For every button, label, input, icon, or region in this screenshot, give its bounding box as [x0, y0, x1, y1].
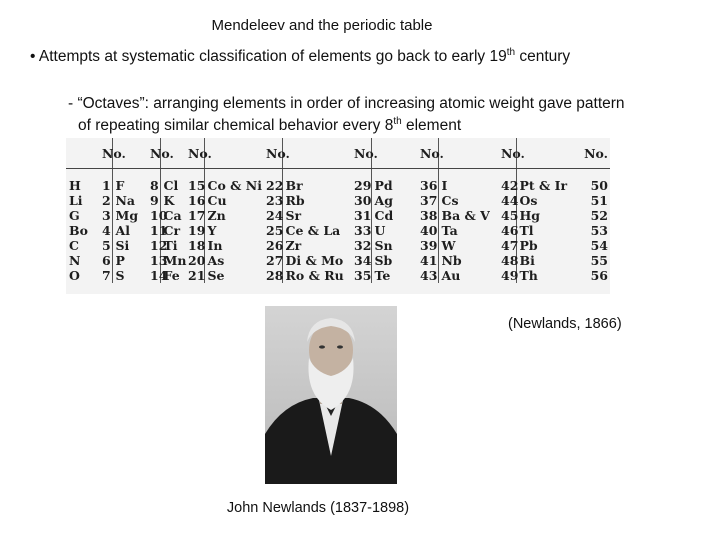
element-symbol: Cr [163, 223, 181, 238]
element-symbol: Nb [441, 253, 462, 268]
element-symbol: Bi [519, 253, 535, 268]
table-row [66, 208, 610, 223]
portrait-photo [265, 306, 397, 484]
octaves-body [66, 169, 610, 284]
element-symbol: Cs [441, 193, 459, 208]
element-number: 44 [501, 193, 519, 208]
table-row [66, 238, 610, 253]
element-number: 48 [501, 253, 519, 268]
bullet-text-end: century [515, 48, 571, 65]
header-no-label: No. [150, 138, 160, 169]
element-symbol: Pt & Ir [519, 178, 568, 193]
element-symbol: Cu [207, 193, 227, 208]
element-number: 6 [102, 253, 111, 268]
header-spacer [204, 138, 266, 169]
element-symbol: Hg [519, 208, 541, 223]
header-no-label: No. [266, 138, 282, 169]
element-symbol: Tl [519, 223, 534, 238]
slide-title: Mendeleev and the periodic table [211, 17, 433, 34]
header-spacer [516, 138, 580, 169]
element-symbol: Th [519, 268, 538, 283]
element-number: 12 [150, 238, 168, 253]
element-number: 52 [590, 208, 608, 223]
source-caption: (Newlands, 1866) [508, 316, 622, 332]
element-number: 33 [354, 223, 372, 238]
element-symbol: Fe [163, 268, 180, 283]
element-symbol: I [441, 178, 448, 193]
element-number: 8 [150, 178, 159, 193]
element-number: 22 [266, 178, 284, 193]
element-symbol: Ce & La [285, 223, 341, 238]
element-number: 15 [188, 178, 206, 193]
element-number: 7 [102, 268, 111, 283]
element-number: 26 [266, 238, 284, 253]
element-symbol: Os [519, 193, 538, 208]
table-row [66, 253, 610, 268]
element-number: 36 [420, 178, 438, 193]
element-symbol: Sn [374, 238, 393, 253]
element-symbol: Mg [115, 208, 139, 223]
element-number: 18 [188, 238, 206, 253]
element-symbol: F [115, 178, 125, 193]
bullet-text: Attempts at systematic classification of elements go back to early 19 [38, 48, 507, 65]
element-symbol: S [115, 268, 125, 283]
table-row [66, 268, 610, 283]
element-number: 19 [188, 223, 206, 238]
element-symbol: Se [207, 268, 225, 283]
element-symbol: H [69, 178, 81, 193]
element-symbol: Y [207, 223, 217, 238]
element-symbol: Na [115, 193, 136, 208]
element-number: 54 [590, 238, 608, 253]
element-number: 32 [354, 238, 372, 253]
element-symbol: Mn [163, 253, 187, 268]
table-row [66, 223, 610, 238]
table-row [66, 178, 610, 193]
element-number: 14 [150, 268, 168, 283]
element-number: 55 [590, 253, 608, 268]
element-symbol: Ca [163, 208, 182, 223]
element-symbol: P [115, 253, 125, 268]
element-symbol: In [207, 238, 223, 253]
element-symbol: Rb [285, 193, 305, 208]
element-symbol: Pd [374, 178, 393, 193]
bullet-point [30, 48, 570, 66]
element-symbol: Zr [285, 238, 302, 253]
element-number: 43 [420, 268, 438, 283]
element-number: 23 [266, 193, 284, 208]
element-number: 11 [150, 223, 168, 238]
element-symbol: O [69, 268, 80, 283]
element-symbol: N [69, 253, 81, 268]
portrait-illustration [265, 306, 397, 484]
element-symbol: C [69, 238, 79, 253]
sub-line-1: - “Octaves”: arranging elements in order of increasing atomic weight gave pattern [68, 95, 625, 112]
element-symbol: Au [441, 268, 461, 283]
spacer-row [66, 169, 610, 179]
element-symbol: Br [285, 178, 303, 193]
element-symbol: Cd [374, 208, 394, 223]
element-number: 50 [590, 178, 608, 193]
element-number: 13 [150, 253, 168, 268]
element-symbol: Sr [285, 208, 302, 223]
element-number: 46 [501, 223, 519, 238]
element-number: 4 [102, 223, 111, 238]
element-number: 17 [188, 208, 206, 223]
element-number: 30 [354, 193, 372, 208]
element-symbol: Di & Mo [285, 253, 344, 268]
sub-point [68, 93, 625, 137]
element-number: 20 [188, 253, 206, 268]
element-number: 35 [354, 268, 372, 283]
octaves-table-scan [66, 138, 610, 294]
element-number: 16 [188, 193, 206, 208]
element-symbol: Co & Ni [207, 178, 262, 193]
sub-line-2-end: element [401, 117, 462, 134]
element-number: 34 [354, 253, 372, 268]
element-number: 51 [590, 193, 608, 208]
header-no-label: No. [501, 138, 516, 169]
octaves-header-row [66, 138, 610, 169]
element-symbol: Si [115, 238, 130, 253]
sub-line-2-text: of repeating similar chemical behavior every 8 [78, 117, 394, 134]
element-symbol: Cl [163, 178, 179, 193]
header-no-label: No. [420, 138, 438, 169]
element-number: 49 [501, 268, 519, 283]
octaves-table [66, 138, 610, 283]
element-symbol: Ta [441, 223, 458, 238]
element-number: 41 [420, 253, 438, 268]
element-symbol: Ag [374, 193, 393, 208]
portrait-caption: John Newlands (1837-1898) [226, 500, 410, 516]
element-symbol: Zn [207, 208, 226, 223]
element-number: 21 [188, 268, 206, 283]
element-symbol: Ti [163, 238, 178, 253]
element-symbol: U [374, 223, 386, 238]
element-number: 5 [102, 238, 111, 253]
element-symbol: Ro & Ru [285, 268, 344, 283]
element-number: 1 [102, 178, 111, 193]
element-number: 2 [102, 193, 111, 208]
element-number: 25 [266, 223, 284, 238]
element-number: 53 [590, 223, 608, 238]
element-number: 31 [354, 208, 372, 223]
bullet-superscript: th [506, 46, 516, 58]
element-symbol: Ba & V [441, 208, 490, 223]
header-spacer [438, 138, 501, 169]
element-number: 9 [150, 193, 159, 208]
element-number: 45 [501, 208, 519, 223]
bullet-marker: • [30, 48, 36, 65]
element-number: 24 [266, 208, 284, 223]
element-symbol: Sb [374, 253, 393, 268]
element-symbol: G [69, 208, 80, 223]
element-number: 42 [501, 178, 519, 193]
element-symbol: Li [69, 193, 83, 208]
element-number: 37 [420, 193, 438, 208]
element-number: 29 [354, 178, 372, 193]
element-number: 56 [590, 268, 608, 283]
element-number: 38 [420, 208, 438, 223]
element-symbol: Bo [69, 223, 88, 238]
element-symbol: K [163, 193, 175, 208]
element-number: 10 [150, 208, 168, 223]
header-no-label: No. [102, 138, 112, 169]
sub-superscript: th [393, 115, 402, 127]
element-symbol: W [441, 238, 456, 253]
element-number: 39 [420, 238, 438, 253]
header-no-label: No. [188, 138, 204, 169]
element-number: 28 [266, 268, 284, 283]
element-symbol: As [207, 253, 225, 268]
element-symbol: Pb [519, 238, 538, 253]
element-number: 47 [501, 238, 519, 253]
element-symbol: Te [374, 268, 391, 283]
sub-line-2 [68, 115, 625, 137]
element-symbol: Al [115, 223, 130, 238]
header-spacer [282, 138, 354, 169]
element-number: 40 [420, 223, 438, 238]
header-spacer [66, 138, 102, 169]
header-no-label: No. [354, 138, 371, 169]
table-row [66, 193, 610, 208]
header-spacer [371, 138, 420, 169]
element-number: 3 [102, 208, 111, 223]
element-number: 27 [266, 253, 284, 268]
header-no-label: No. [580, 138, 610, 169]
